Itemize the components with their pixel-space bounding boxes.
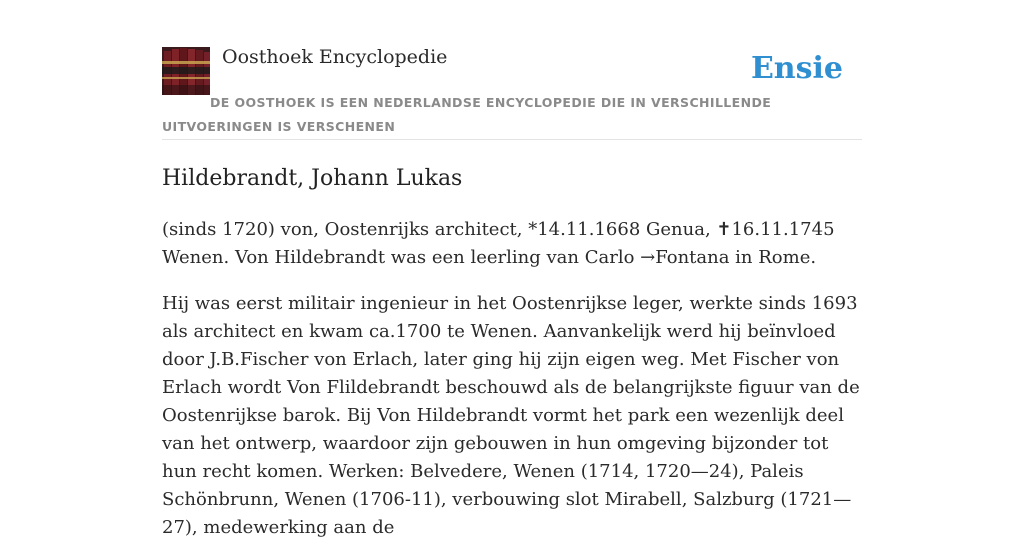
- encyclopedia-books-icon[interactable]: [162, 47, 210, 95]
- article-paragraph: Hij was eerst militair ingenieur in het Oostenrijkse leger, werkte sinds 1693 als architect en kwam ca.1700 te Wenen. Aanvankelijk werd hij beïnvloed door J.B.Fischer von Erlach, later ging hij zijn eigen weg. Met Fischer von Erlach wordt Von Flildebrandt beschouwd als de belangrijkste figuur van de Oostenrijkse barok. Bij Von Hildebrandt vormt het park een wezenlijk deel van het ontwerp, waardoor zijn gebouwen in hun omgeving bijzonder tot hun recht komen. Werken: Belvedere, Wenen (1714, 1720—24), Paleis Schönbrunn, Wenen (1706-11), verbouwing slot Mirabell, Salzburg (1721—27), medewerking aan de: [162, 293, 860, 538]
- site-tagline: DE OOSTHOEK IS EEN NEDERLANDSE ENCYCLOPEDIE DIE IN VERSCHILLENDE UITVOERINGEN IS VERSCHENEN: [162, 95, 772, 134]
- article: [162, 160, 862, 560]
- article-title: Hildebrandt, Johann Lukas: [162, 166, 463, 191]
- site-header: [162, 40, 862, 140]
- site-name[interactable]: Oosthoek Encyclopedie: [222, 46, 448, 68]
- brand-logo[interactable]: Ensie: [750, 51, 843, 86]
- article-paragraph: (sinds 1720) von, Oostenrijks architect, *14.11.1668 Genua, ✝16.11.1745 Wenen. Von Hildebrandt was een leerling van Carlo →Fontana in Rome.: [162, 219, 835, 268]
